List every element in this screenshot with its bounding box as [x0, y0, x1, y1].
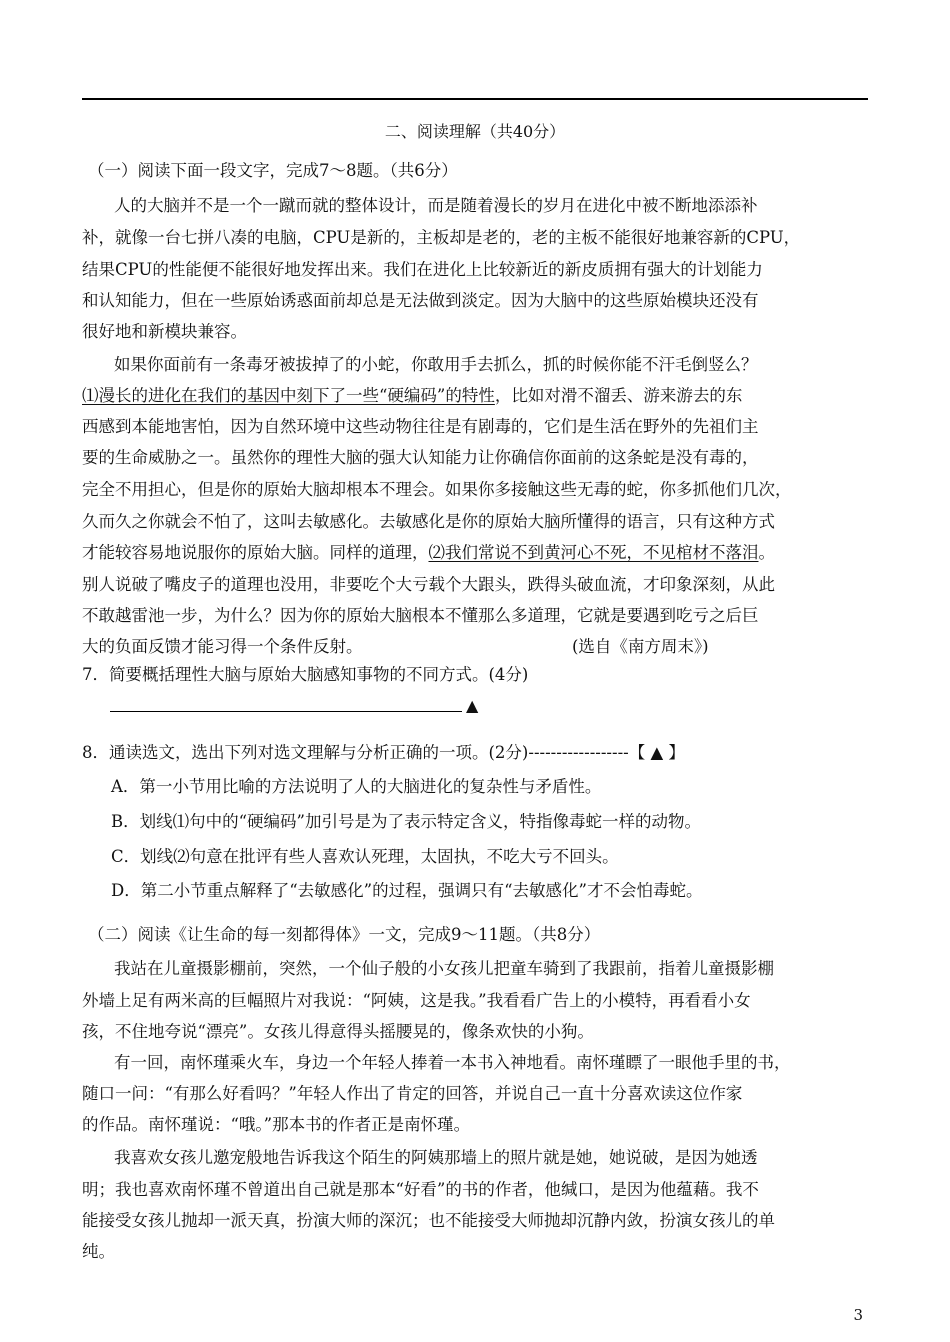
question-7: 7．简要概括理性大脑与原始大脑感知事物的不同方式。(4分) — [82, 665, 529, 684]
paragraph-line: 补，就像一台七拼八凑的电脑，CPU是新的，主板却是老的，老的主板不能很好地兼容新的CPU， — [82, 228, 801, 247]
paragraph-line: 别人说破了嘴皮子的道理也没用，非要吃个大亏载个大跟头，跌得头破血流，才印象深刻，从此 — [82, 575, 775, 594]
paragraph-line: 能接受女孩儿抛却一派天真，扮演大师的深沉；也不能接受大师抛却沉静内敛，扮演女孩儿的单 — [82, 1211, 775, 1230]
paragraph-line: 和认知能力，但在一些原始诱惑面前却总是无法做到淡定。因为大脑中的这些原始模块还没有 — [82, 291, 759, 310]
option-a[interactable]: A．第一小节用比喻的方法说明了人的大脑进化的复杂性与矛盾性。 — [111, 777, 602, 796]
underlined-sentence-2: ⑵我们常说不到黄河心不死，不见棺材不落泪 — [428, 543, 759, 562]
question-8: 8．通读选文，选出下列对选文理解与分析正确的一项。(2分)------------------【 ▲ 】 — [82, 743, 685, 762]
paragraph-line: 我站在儿童摄影棚前，突然，一个仙子般的小女孩儿把童车骑到了我跟前，指着儿童摄影棚 — [114, 959, 774, 978]
paragraph-line: 大的负面反馈才能习得一个条件反射。 — [82, 637, 363, 656]
option-c[interactable]: C．划线⑵句意在批评有些人喜欢认死理，太固执，不吃大亏不回头。 — [111, 847, 619, 866]
paragraph-line: 随口一问：“有那么好看吗？”年轻人作出了肯定的回答，并说自己一直十分喜欢读这位作家 — [82, 1084, 743, 1103]
paragraph-line: 的作品。南怀瑾说：“哦。”那本书的作者正是南怀瑾。 — [82, 1115, 471, 1134]
source-citation: (选自《南方周末》) — [572, 637, 709, 656]
paragraph-line: 明；我也喜欢南怀瑾不曾道出自己就是那本“好看”的书的作者，他缄口，是因为他蕴藉。我不 — [82, 1180, 759, 1199]
paragraph-line: 久而久之你就会不怕了，这叫去敏感化。去敏感化是你的原始大脑所懂得的语言，只有这种方式 — [82, 512, 775, 531]
paragraph-line: 外墙上足有两米高的巨幅照片对我说：“阿姨，这是我。”我看看广告上的小模特，再看看小女 — [82, 991, 751, 1010]
option-d[interactable]: D．第二小节重点解释了“去敏感化”的过程，强调只有“去敏感化”才不会怕毒蛇。 — [111, 881, 703, 900]
paragraph-text: 。 — [758, 543, 775, 562]
answer-line[interactable] — [110, 711, 462, 712]
paragraph-line: 完全不用担心，但是你的原始大脑却根本不理会。如果你多接触这些无毒的蛇，你多抓他们几次， — [82, 480, 792, 499]
paragraph-line — [82, 386, 742, 406]
answer-mark: ▲ — [466, 696, 479, 715]
paragraph-text: ，比如对滑不溜丢、游来游去的东 — [494, 386, 743, 405]
option-b[interactable]: B．划线⑴句中的“硬编码”加引号是为了表示特定含义，特指像毒蛇一样的动物。 — [111, 812, 701, 831]
paragraph-line: 结果CPU的性能便不能很好地发挥出来。我们在进化上比较新近的新皮质拥有强大的计划能力 — [82, 260, 763, 279]
paragraph-line: 孩，不住地夸说“漂亮”。女孩儿得意得头摇腰晃的，像条欢快的小狗。 — [82, 1022, 594, 1041]
paragraph-line — [82, 543, 775, 563]
paragraph-text: 才能较容易地说服你的原始大脑。同样的道理， — [82, 543, 429, 562]
underlined-sentence-1: ⑴漫长的进化在我们的基因中刻下了一些“硬编码”的特性 — [82, 386, 495, 405]
part1-heading: （一）阅读下面一段文字，完成7～8题。（共6分） — [88, 161, 458, 180]
paragraph-line: 很好地和新模块兼容。 — [82, 322, 247, 341]
page-number: 3 — [853, 1306, 863, 1324]
part2-heading: （二）阅读《让生命的每一刻都得体》一文，完成9～11题。（共8分） — [88, 925, 601, 944]
paragraph-line: 如果你面前有一条毒牙被拔掉了的小蛇，你敢用手去抓么，抓的时候你能不汗毛倒竖么？ — [114, 355, 758, 374]
paragraph-line: 不敢越雷池一步，为什么？因为你的原始大脑根本不懂那么多道理，它就是要遇到吃亏之后巨 — [82, 606, 759, 625]
paragraph-line: 西感到本能地害怕，因为自然环境中这些动物往往是有剧毒的，它们是生活在野外的先祖们主 — [82, 417, 759, 436]
paragraph-line: 纯。 — [82, 1242, 115, 1261]
paragraph-line: 要的生命威胁之一。虽然你的理性大脑的强大认知能力让你确信你面前的这条蛇是没有毒的， — [82, 448, 759, 467]
header-rule — [82, 98, 868, 100]
paragraph-line: 我喜欢女孩儿邀宠般地告诉我这个陌生的阿姨那墙上的照片就是她，她说破，是因为她透 — [114, 1148, 758, 1167]
paragraph-line: 人的大脑并不是一个一蹴而就的整体设计，而是随着漫长的岁月在进化中被不断地添添补 — [114, 196, 758, 215]
paragraph-line: 有一回，南怀瑾乘火车，身边一个年轻人捧着一本书入神地看。南怀瑾瞟了一眼他手里的书， — [114, 1053, 791, 1072]
section-title: 二、阅读理解（共40分） — [384, 122, 566, 141]
